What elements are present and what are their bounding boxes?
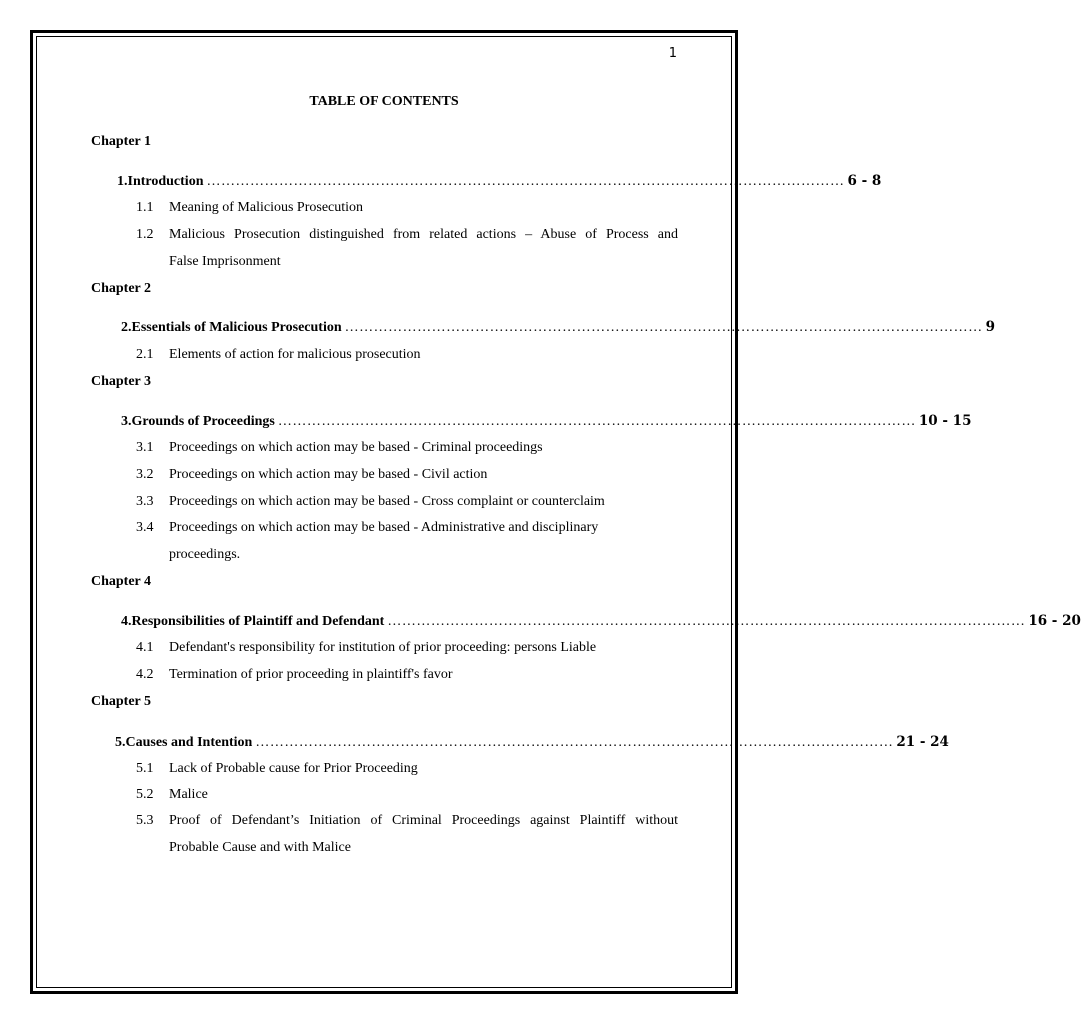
- sub-text-continued: False Imprisonment: [169, 254, 281, 269]
- entry-pages: 21 - 24: [896, 734, 949, 750]
- toc-title: TABLE OF CONTENTS: [309, 94, 459, 109]
- sub-text-continued: Probable Cause and with Malice: [169, 840, 351, 855]
- toc-sub-1-2[interactable]: [136, 227, 678, 243]
- sub-text: Proceedings on which action may be based - Administrative and disciplinary: [169, 520, 599, 535]
- sub-number: 1.1: [136, 200, 154, 215]
- chapter-5-label: Chapter 5: [91, 694, 152, 709]
- toc-entry-5[interactable]: [115, 734, 949, 751]
- chapter-2-label: Chapter 2: [91, 281, 152, 296]
- toc-sub-3-3[interactable]: [136, 494, 605, 510]
- sub-number: 3.1: [136, 440, 154, 455]
- sub-number: 5.1: [136, 761, 154, 776]
- sub-text: Lack of Probable cause for Prior Proceeding: [169, 761, 418, 776]
- entry-title: Causes and Intention: [125, 735, 253, 750]
- sub-text: Elements of action for malicious prosecution: [169, 347, 421, 362]
- toc-sub-1-1[interactable]: [136, 200, 363, 216]
- toc-sub-4-2[interactable]: [136, 667, 453, 683]
- sub-number: 3.2: [136, 467, 154, 482]
- toc-sub-3-4[interactable]: [136, 520, 598, 536]
- entry-number: 2.: [121, 320, 132, 335]
- toc-sub-5-1[interactable]: [136, 761, 418, 777]
- entry-pages: 6 - 8: [847, 173, 882, 189]
- toc-entry-1[interactable]: [117, 173, 882, 190]
- sub-number: 4.2: [136, 667, 154, 682]
- entry-title: Essentials of Malicious Prosecution: [131, 320, 342, 335]
- entry-title: Grounds of Proceedings: [131, 414, 275, 429]
- sub-text: Proceedings on which action may be based - Cross complaint or counterclaim: [169, 494, 605, 509]
- sub-text: Proceedings on which action may be based - Civil action: [169, 467, 488, 482]
- chapter-1-label: Chapter 1: [91, 134, 152, 149]
- entry-number: 3.: [121, 414, 132, 429]
- chapter-4-label: Chapter 4: [91, 574, 152, 589]
- toc-entry-2[interactable]: [121, 319, 996, 336]
- leader-dots: ……………………………………………………………………………………………………………………: [344, 320, 983, 335]
- sub-text: Malicious Prosecution distinguished from related actions – Abuse of Process and: [169, 227, 678, 242]
- sub-text: Malice: [169, 787, 208, 802]
- sub-text: Defendant's responsibility for institution of prior proceeding: persons Liable: [169, 640, 597, 655]
- toc-sub-5-3[interactable]: [136, 813, 678, 829]
- leader-dots: ……………………………………………………………………………………………………………………: [255, 735, 894, 750]
- sub-number: 2.1: [136, 347, 154, 362]
- toc-sub-3-2[interactable]: [136, 467, 487, 483]
- entry-title: Responsibilities of Plaintiff and Defendant: [131, 614, 385, 629]
- entry-title: Introduction: [127, 174, 204, 189]
- sub-text: Proof of Defendant’s Initiation of Criminal Proceedings against Plaintiff without: [169, 813, 678, 828]
- toc-sub-2-1[interactable]: [136, 347, 421, 363]
- toc-entry-3[interactable]: [121, 413, 972, 430]
- entry-number: 4.: [121, 614, 132, 629]
- sub-number: 4.1: [136, 640, 154, 655]
- sub-number: 3.3: [136, 494, 154, 509]
- entry-pages: 10 - 15: [918, 413, 972, 429]
- sub-number: 1.2: [136, 227, 154, 242]
- leader-dots: ……………………………………………………………………………………………………………………: [277, 414, 916, 429]
- chapter-3-label: Chapter 3: [91, 374, 152, 389]
- sub-text-continued: proceedings.: [169, 547, 241, 562]
- toc-sub-3-1[interactable]: [136, 440, 543, 456]
- sub-text: Proceedings on which action may be based - Criminal proceedings: [169, 440, 543, 455]
- entry-number: 1.: [117, 174, 128, 189]
- sub-text: Termination of prior proceeding in plaintiff's favor: [169, 667, 453, 682]
- leader-dots: ……………………………………………………………………………………………………………………: [387, 614, 1026, 629]
- entry-pages: 16 - 20: [1028, 613, 1081, 629]
- entry-pages: 9: [985, 319, 996, 335]
- leader-dots: ……………………………………………………………………………………………………………………: [206, 174, 845, 189]
- sub-text: Meaning of Malicious Prosecution: [169, 200, 364, 215]
- toc-sub-5-2[interactable]: [136, 787, 208, 803]
- sub-number: 5.3: [136, 813, 154, 828]
- toc-entry-4[interactable]: [121, 613, 1081, 630]
- sub-number: 3.4: [136, 520, 154, 535]
- entry-number: 5.: [115, 735, 126, 750]
- sub-number: 5.2: [136, 787, 154, 802]
- page-number: 1: [668, 46, 677, 61]
- toc-sub-4-1[interactable]: [136, 640, 596, 656]
